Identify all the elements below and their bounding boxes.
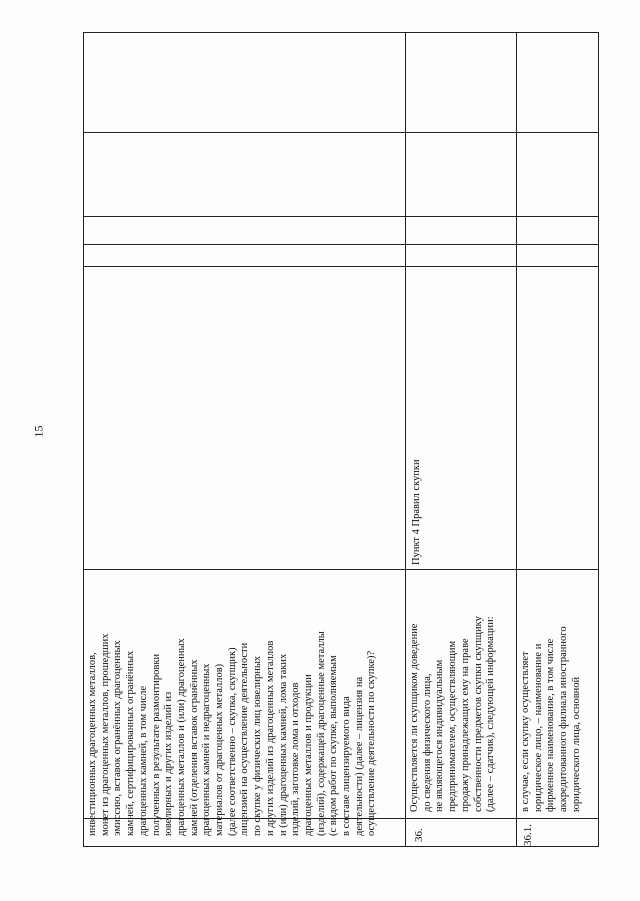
row-36-1-number: 36.1.	[522, 824, 534, 846]
column-divider-question-reference	[83, 569, 599, 570]
column-divider-answer-2	[83, 244, 599, 245]
row-36-number: 36.	[413, 828, 425, 842]
row-divider-36	[405, 32, 406, 847]
row-36-reference: Пункт 4 Правил скупки	[411, 459, 422, 565]
column-divider-reference-answer-1	[83, 266, 599, 267]
row-divider-36-1	[516, 32, 517, 847]
row-36-1-question-text: в случае, если скупку осуществляет юридическое лицо, – наименование и фирменное наименование, в том числе аккредитованного филиала иностранного юридического лица, основной	[520, 626, 582, 812]
column-divider-answer-3	[83, 216, 599, 217]
continuation-question-text: инвестиционных драгоценных металлов, монет из драгоценных металлов, прошедших эмиссию, вставок огранённых драгоценных камней, сертифицированных огранённых драгоценных камней, в том числе полученных в результате размонтировки ювелирных и других изделий из драгоценных металлов и (или) драгоценных камней (отделения вставок огранённых драгоценных камней и недрагоценных материалов от драгоценных металлов) (далее соответственно – скупка, скупщик) лицензией на осуществление деятельности по скупке у физических лиц ювелирных и других изделий из драгоценных металлов и (или) драгоценных камней, лома таких изделий, заготовке лома и отходов драгоценных металлов и продукции (изделий), содержащей драгоценные металлы (с видом работ по скупке, выполняемым в составе лицензируемого вида деятельности) (далее – лицензия на осуществление деятельности по скупке)?	[87, 631, 378, 836]
page-number: 15	[31, 425, 46, 438]
row-36-question-text: Осуществляется ли скупщиком доведение до сведения физического лица, не являющегося индивидуальным предпринимателем, осуществляющим продажу принадлежащих ему на праве собственности предметов скупки скупщику (далее – сдатчик), следующей информации:	[409, 616, 497, 812]
column-divider-answer-4	[83, 132, 599, 133]
